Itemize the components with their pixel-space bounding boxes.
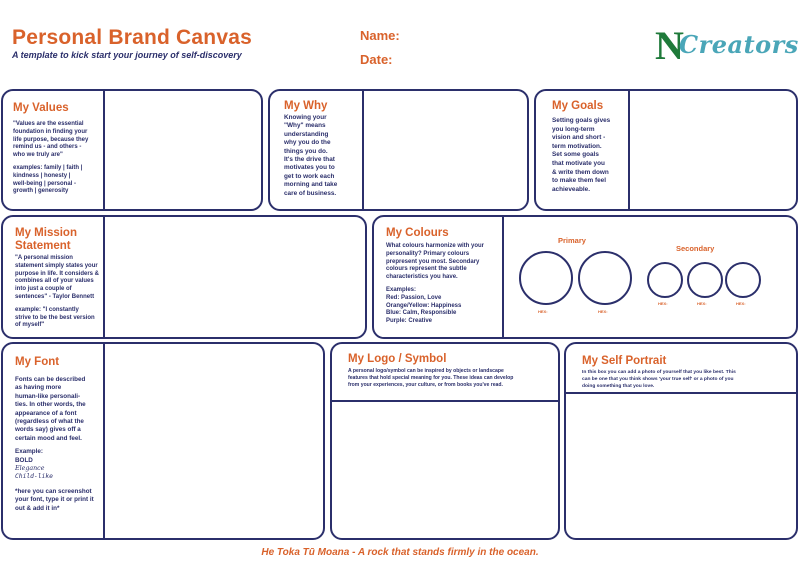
logo-letter: N (655, 23, 684, 68)
footer-motto: He Toka Tū Moana - A rock that stands firmly in the ocean. (261, 547, 539, 558)
font-sample-elegant: Elegance (15, 465, 45, 473)
self-portrait-panel (564, 342, 798, 540)
name-label: Name: (360, 28, 400, 43)
secondary-swatch-1-hex: HEX: (658, 301, 668, 306)
values-description: "Values are the essential foundation in finding your life purpose, because they remind us - and others - who we truly are" examples: family | faith | kindness | honesty | well-being | personal - growth | generosity (13, 121, 89, 195)
primary-colours-label: Primary (558, 236, 586, 245)
secondary-swatch-2-hex: HEX: (697, 301, 707, 306)
logo-symbol-description: A personal logo/symbol can be inspired by objects or landscape features that hold special meaning for you. These ideas can develop from your experiences, your culture, or from books you've read. (348, 368, 514, 389)
font-panel (1, 342, 325, 540)
why-input-area[interactable] (364, 91, 527, 209)
colours-title: My Colours (386, 227, 449, 239)
mission-title-line2: Statement (15, 240, 71, 252)
colours-panel (372, 215, 798, 339)
logo-wordmark: Creators (679, 30, 799, 59)
secondary-colours-label: Secondary (676, 244, 715, 253)
goals-title: My Goals (552, 100, 604, 112)
why-title: My Why (284, 100, 328, 112)
mission-panel (1, 215, 367, 339)
secondary-colour-swatch-3[interactable] (725, 262, 761, 298)
values-panel (1, 89, 263, 211)
self-portrait-description: In this box you can add a photo of yourself that you like best. This can be one that you think shows 'your true self' or a photo of you doing something that you love. (582, 370, 736, 390)
why-description: Knowing your "Why" means understanding why you do the things you do. It's the drive that motivates you to get to work each morning and take care of business. (284, 114, 338, 197)
secondary-colour-swatch-1[interactable] (647, 262, 683, 298)
font-title: My Font (15, 356, 60, 368)
mission-description: "A personal mission statement simply states your purpose in life. It considers & combines all of your values into just a couple of sentences" - Taylor Bennett example: "I constantly strive to be the best version of myself" (15, 255, 100, 329)
colours-divider (502, 217, 504, 337)
font-sample-bold: BOLD (15, 456, 33, 464)
ncreators-logo (655, 23, 799, 70)
goals-input-area[interactable] (630, 91, 796, 209)
primary-swatch-1-hex: HEX: (538, 309, 548, 314)
secondary-colour-swatch-2[interactable] (687, 262, 723, 298)
primary-colour-swatch-1[interactable] (519, 251, 573, 305)
mission-input-area[interactable] (105, 217, 365, 337)
secondary-swatch-3-hex: HEX: (736, 301, 746, 306)
why-panel (268, 89, 529, 211)
font-input-area[interactable] (105, 344, 323, 538)
page-subtitle: A template to kick start your journey of self-discovery (12, 50, 242, 60)
values-input-area[interactable] (105, 91, 261, 209)
primary-swatch-2-hex: HEX: (598, 309, 608, 314)
font-sample-child: Child-like (15, 473, 53, 481)
logo-symbol-title: My Logo / Symbol (348, 353, 447, 365)
page-title: Personal Brand Canvas (12, 26, 252, 49)
primary-colour-swatch-2[interactable] (578, 251, 632, 305)
self-portrait-title: My Self Portrait (582, 355, 667, 367)
mission-title-line1: My Mission (15, 227, 77, 239)
goals-description: Setting goals gives you long-term vision and short - term motivation. Set some goals that motivate you & write them down to make them feel achieveable. (552, 117, 611, 193)
logo-symbol-input-area[interactable] (332, 402, 558, 538)
font-description: Fonts can be described as having more human-like personali- ties. In other words, the appearance of a font (regardless of what the words say) gives off a certain mood and feel. Example: BOLD Elegance Child-like *here you can screenshot your font, type it or print it out & add it in* (15, 376, 105, 513)
date-label: Date: (360, 52, 393, 67)
values-title: My Values (13, 102, 69, 114)
self-portrait-input-area[interactable] (566, 394, 796, 538)
logo-symbol-panel (330, 342, 560, 540)
goals-panel (534, 89, 798, 211)
colours-description: What colours harmonize with your personality? Primary colours prepresent you most. Secondary colours represent the subtle characteristics you have. Examples: Red: Passion, Love Orange/Yellow: Happiness Blue: Calm, Responsible Purple: Creative (386, 243, 485, 325)
